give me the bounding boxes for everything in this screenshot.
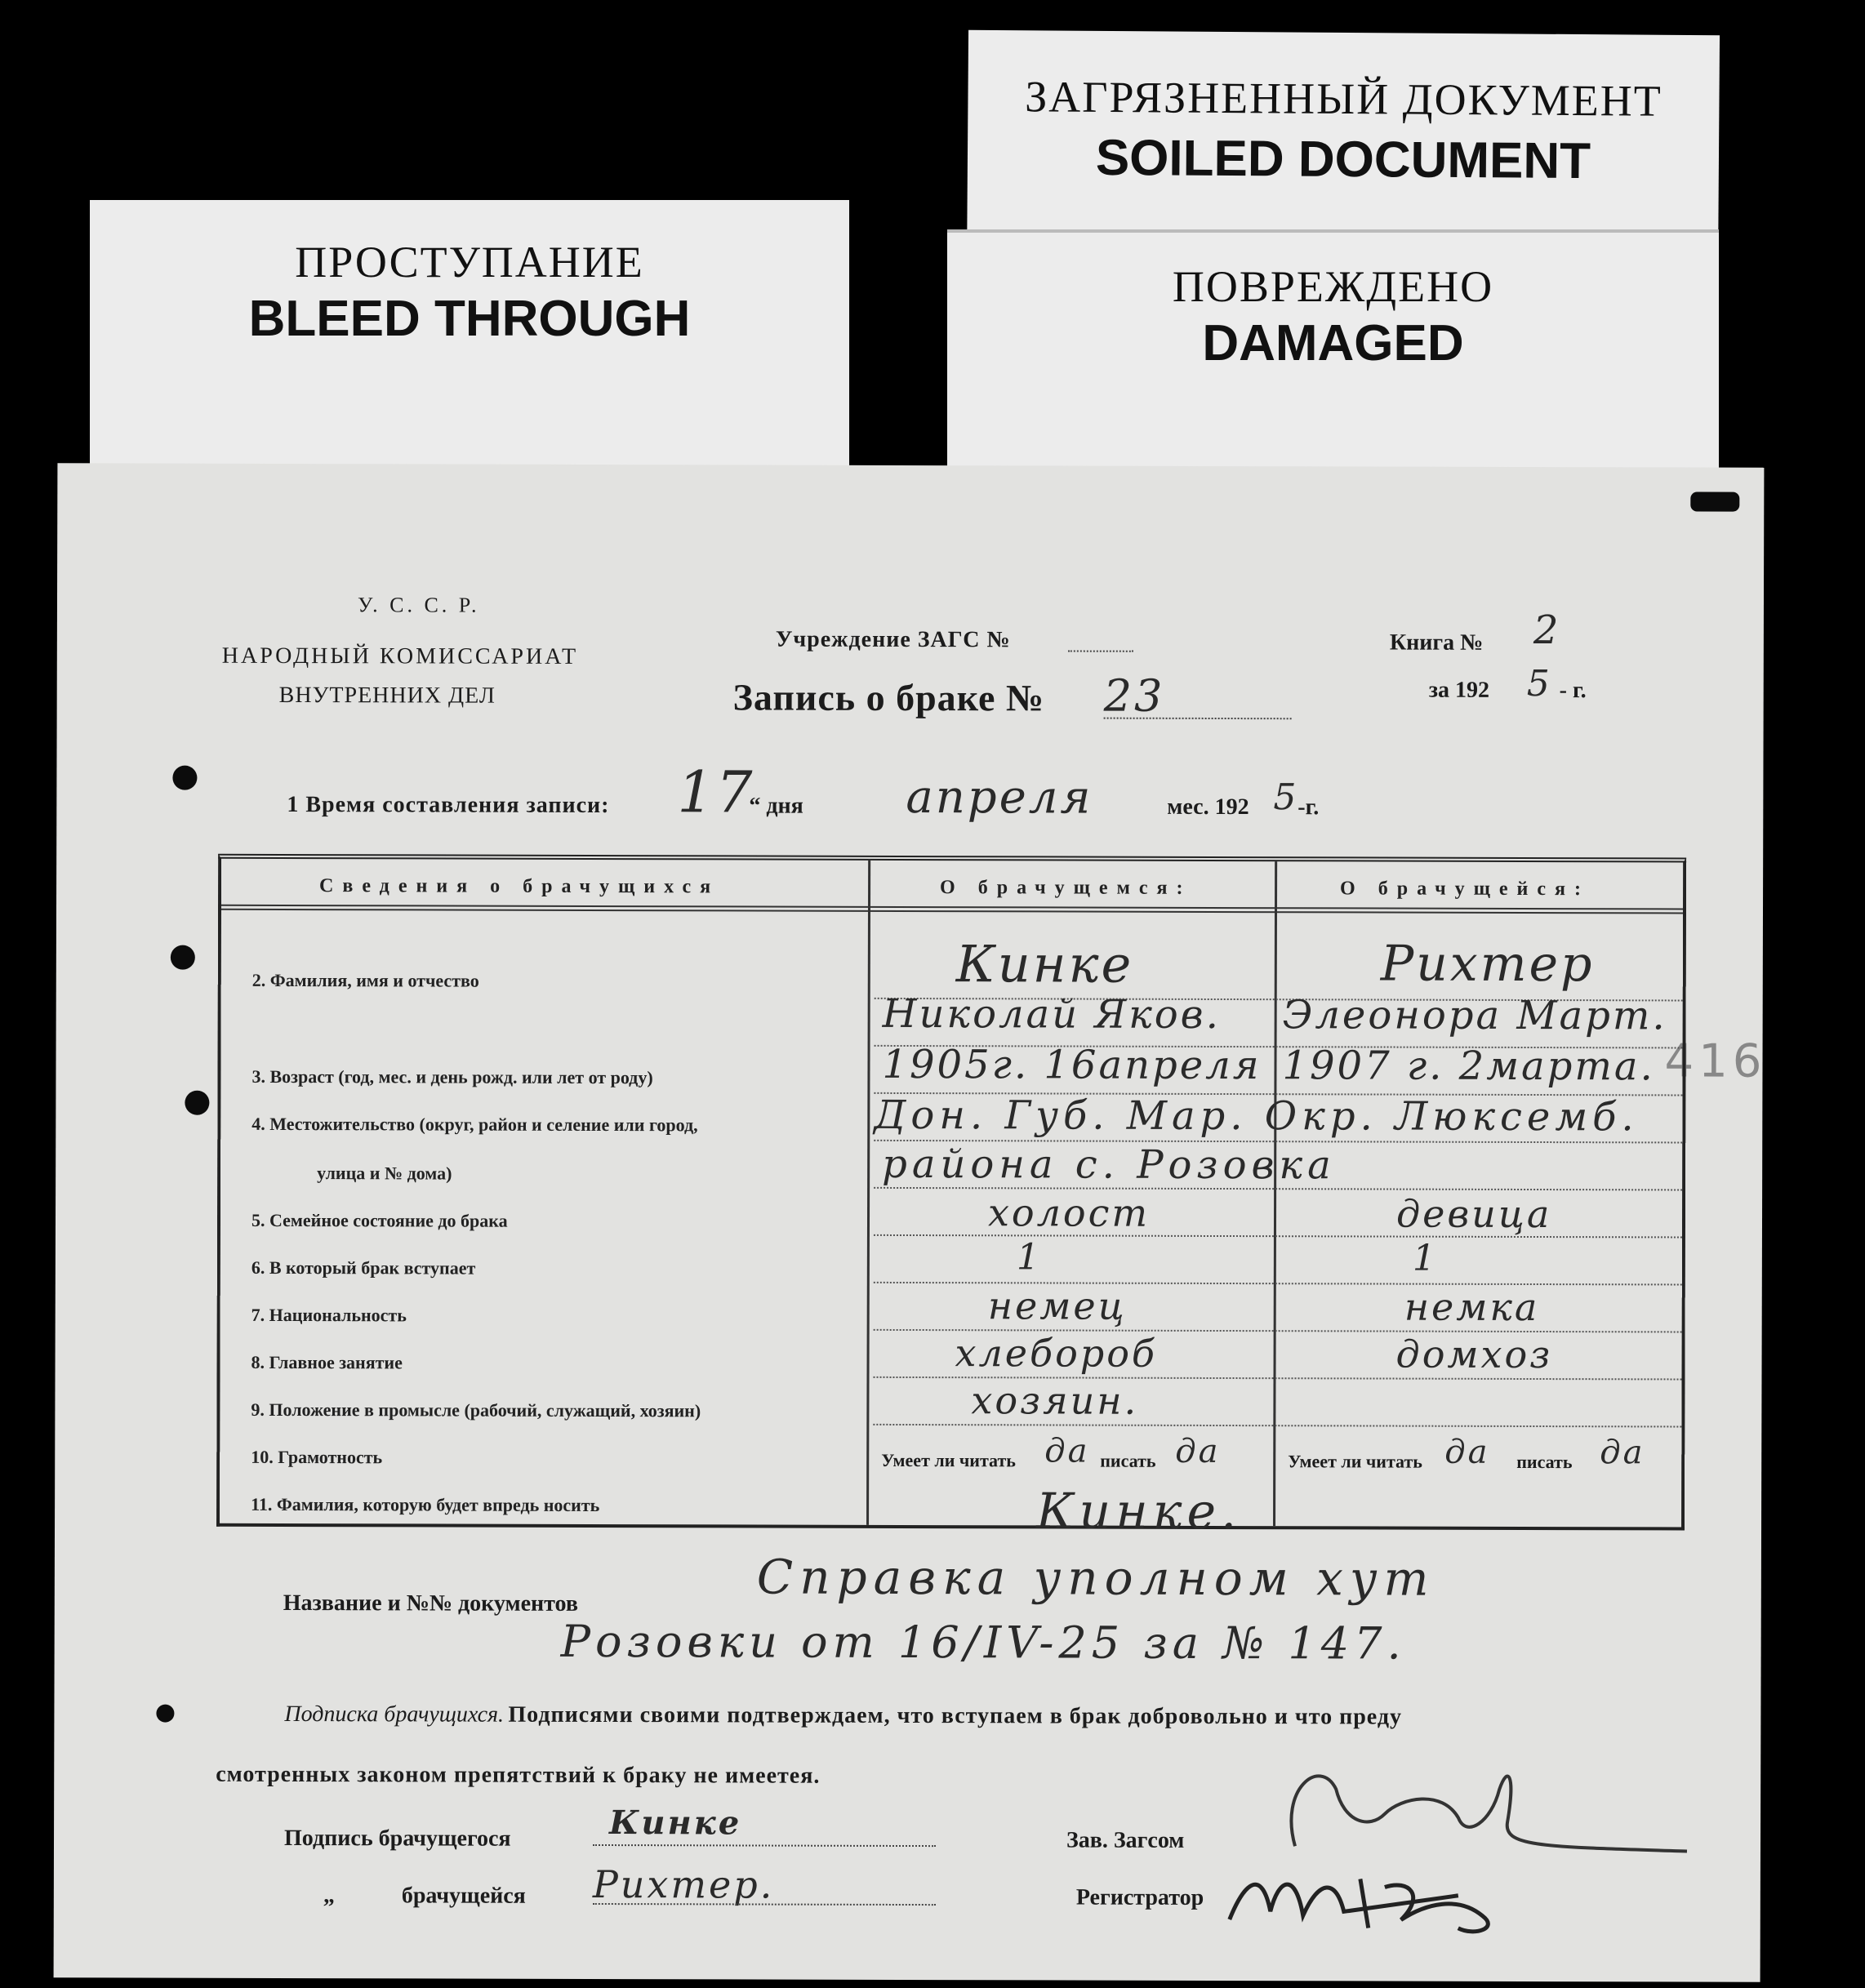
punch-hole: [185, 1091, 209, 1115]
compile-day-label: “ дня: [749, 793, 803, 819]
documents-label: Название и №№ документов: [283, 1590, 579, 1617]
republic-label: У. С. С. Р.: [357, 593, 480, 617]
compile-year-digit: 5: [1273, 776, 1299, 819]
year-prefix: за 192: [1428, 677, 1490, 703]
documents-line1: Справка уполном хут: [756, 1549, 1435, 1607]
row-label-marriage-count: 6. В который брак вступает: [251, 1256, 476, 1279]
groom-industry-status: хозяин.: [971, 1378, 1139, 1423]
bride-read-value: да: [1444, 1433, 1490, 1471]
groom-signature-line: [593, 1844, 936, 1847]
groom-write-value: да: [1175, 1432, 1221, 1470]
table-header-info: Сведения о брачущихся: [319, 875, 720, 898]
table-header-groom: О брачущемся:: [940, 877, 1192, 899]
residence-line2: района с. Розовка: [882, 1141, 1336, 1189]
record-number: 23: [1103, 669, 1165, 722]
damaged-card: [947, 233, 1719, 494]
commissariat-line2: ВНУТРЕННИХ ДЕЛ: [278, 682, 496, 709]
compile-month: апреля: [906, 770, 1093, 825]
damaged-label-ru: ПОВРЕЖДЕНО: [1172, 262, 1494, 311]
compile-day: 17: [677, 758, 755, 826]
header-divider: [221, 905, 1683, 914]
groom-surname: Кинке: [955, 934, 1134, 994]
book-number: 2: [1533, 607, 1561, 654]
office-number-line: [1068, 651, 1133, 652]
table-header-bride: О брачущейся:: [1340, 878, 1591, 901]
groom-marital-status: холост: [987, 1190, 1151, 1235]
bride-signature: Рихтер.: [592, 1861, 775, 1907]
row-label-occupation: 8. Главное занятие: [251, 1351, 403, 1373]
year-digit: 5: [1526, 662, 1552, 705]
groom-nationality: немец: [987, 1283, 1127, 1328]
bride-marital-status: девица: [1395, 1191, 1552, 1237]
soiled-label-ru: ЗАГРЯЗНЕННЫЙ ДОКУМЕНТ: [1025, 72, 1662, 126]
groom-read-value: да: [1044, 1432, 1090, 1470]
groom-birth: 1905г. 16апреля: [882, 1041, 1262, 1089]
bride-nationality: немка: [1404, 1284, 1540, 1330]
soiled-label-en: SOILED DOCUMENT: [1095, 129, 1591, 190]
compile-time-label: 1 Время составления записи:: [287, 792, 610, 819]
record-title: Запись о браке №: [732, 676, 1045, 719]
groom-signature: Кинке: [609, 1803, 742, 1843]
bleed-through-card: [90, 200, 849, 478]
pledge-title: Подписка брачущихся.: [284, 1701, 505, 1728]
page-number: 416: [1664, 1034, 1767, 1088]
groom-given-names: Николай Яков.: [882, 990, 1221, 1038]
groom-write-label: писать: [1100, 1450, 1156, 1471]
office-label: Учреждение ЗАГС №: [775, 626, 1011, 653]
registrar-signature: [1213, 1846, 1556, 1953]
punch-hole: [172, 766, 197, 790]
commissariat-line1: НАРОДНЫЙ КОМИССАРИАТ: [221, 643, 579, 669]
pledge-text-1: Подписями своими подтверждаем, что вступаем в брак добровольно и что преду: [508, 1701, 1403, 1730]
bride-surname: Рихтер: [1380, 935, 1595, 994]
bride-marriage-count: 1: [1412, 1237, 1438, 1279]
row-label-marital-status: 5. Семейное состояние до брака: [251, 1209, 508, 1231]
bride-occupation: домхоз: [1395, 1332, 1553, 1377]
row-label-literacy: 10. Грамотность: [251, 1446, 383, 1468]
bride-given-names: Элеонора Март.: [1282, 992, 1667, 1039]
registrar-label: Регистратор: [1075, 1884, 1204, 1910]
groom-occupation: хлебороб: [955, 1331, 1158, 1376]
row-label-name: 2. Фамилия, имя и отчество: [251, 969, 479, 991]
bleed-label-en: BLEED THROUGH: [248, 291, 691, 347]
year-suffix: - г.: [1559, 678, 1587, 704]
row-label-age: 3. Возраст (год, мес. и день рожд. или лет от роду): [251, 1065, 653, 1088]
bride-write-label: писать: [1516, 1451, 1573, 1473]
residence-line1: Дон. Губ. Мар. Окр. Люксемб.: [874, 1092, 1639, 1141]
book-label: Книга №: [1389, 629, 1484, 656]
groom-read-label: Умеет ли читать: [881, 1449, 1016, 1471]
bride-birth: 1907 г. 2марта.: [1282, 1043, 1655, 1090]
compile-year-suffix: -г.: [1297, 794, 1320, 821]
marriage-record-form: [54, 463, 1765, 1981]
row-label-future-surname: 11. Фамилия, которую будет впредь носить: [251, 1493, 600, 1516]
row-label-residence: 4. Местожительство (округ, район и селение или город,: [251, 1113, 698, 1136]
corner-tear: [1690, 492, 1739, 512]
groom-signature-label: Подпись брачущегося: [283, 1826, 511, 1852]
head-of-registry-label: Зав. Загсом: [1066, 1827, 1185, 1853]
documents-line2: Розовки от 16/IV-25 за № 147.: [560, 1615, 1406, 1670]
ditto-mark: „: [323, 1883, 335, 1909]
damaged-label-en: DAMAGED: [1202, 315, 1464, 371]
bride-write-value: да: [1600, 1434, 1645, 1472]
groom-marriage-count: 1: [1016, 1236, 1042, 1279]
bride-signature-label: брачущейся: [401, 1883, 526, 1909]
pledge-text-2: смотренных законом препятствий к браку не имеетея.: [216, 1761, 821, 1789]
row-label-industry-status: 9. Положение в промысле (рабочий, служащий, хозяин): [251, 1399, 701, 1421]
row-label-nationality: 7. Национальность: [251, 1304, 407, 1326]
bleed-label-ru: ПРОСТУПАНИЕ: [295, 238, 644, 287]
punch-hole: [171, 945, 195, 970]
compile-month-label: мес. 192: [1167, 794, 1249, 821]
future-surname: Кинке.: [1035, 1483, 1242, 1541]
punch-hole: [156, 1705, 174, 1723]
spouse-info-table: [216, 854, 1686, 1541]
bride-read-label: Умеет ли читать: [1288, 1451, 1422, 1472]
column-divider: [866, 861, 870, 1525]
row-label-residence-cont: улица и № дома): [317, 1163, 452, 1184]
